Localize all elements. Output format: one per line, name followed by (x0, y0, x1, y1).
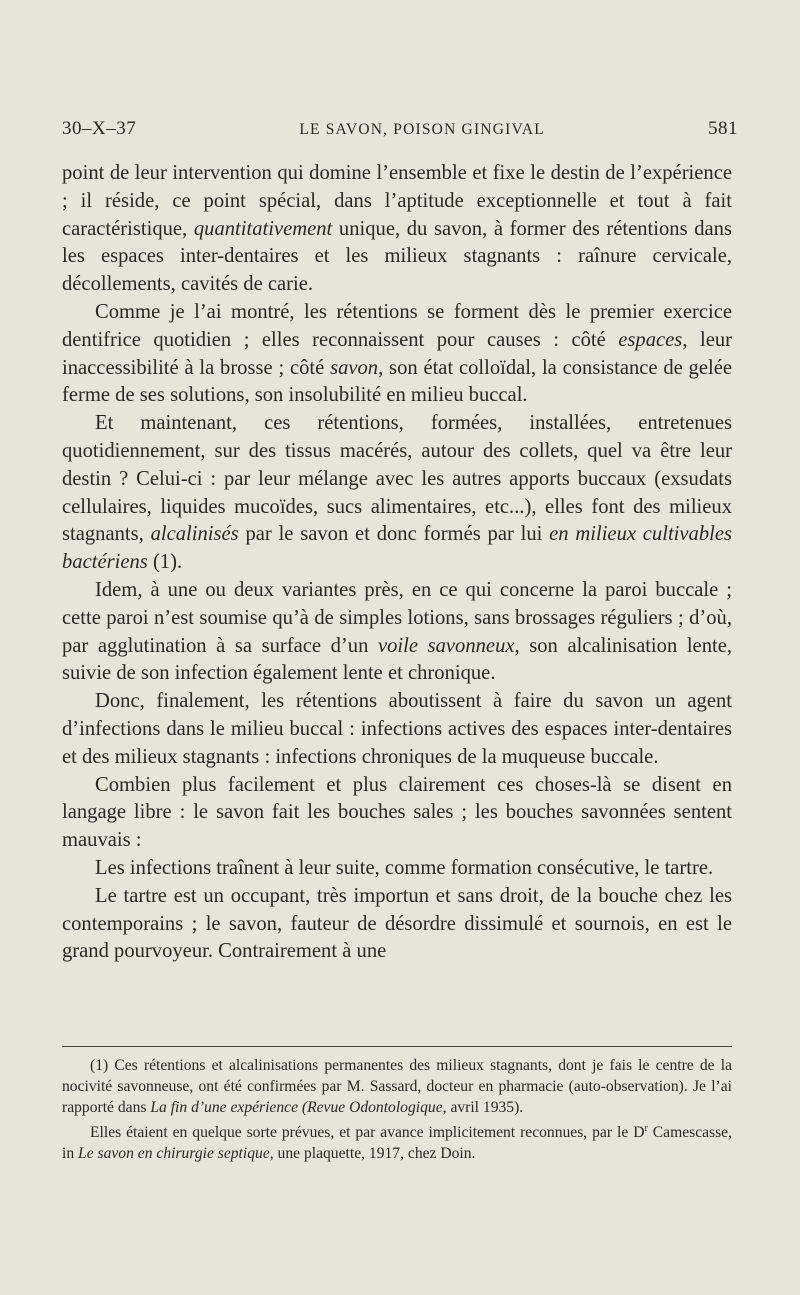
text-run: point de leur intervention qui domine l’ensemble et fixe le destin de l’expérience ; il réside, ce point spécial, dans l’aptitude exceptionnelle et tout à fait caractéristique, (62, 162, 732, 240)
italic-text: voile savonneux (377, 634, 515, 657)
text-run: , son état colloïdal, la consistance de gelée ferme de ses solutions, son insolubilité en milieu buccal. (62, 356, 733, 407)
text-run: , avril 1935). (442, 1099, 524, 1117)
text-run: (1). (147, 551, 183, 574)
text-run: Et maintenant, ces rétentions, formées, installées, entretenues quotidiennement, sur des tissus macérés, autour des collets, quel va être leur destin ? Celui-ci : par leur mélange avec les autres apports buccaux (exsudats cellulaires, liquides mucoïdes, sucs alimentaires, etc...), elles font des milieux stagnants, (62, 412, 732, 546)
footnote (62, 1055, 732, 1119)
text-run: (1) Ces rétentions et alcalinisations permanentes des milieux stagnants, dont je fais le centre de la nocivité savonneuse, ont été confirmées par M. Sassard, docteur en pharmacie (auto-observation). Je l’ai rapporté dans (62, 1057, 732, 1117)
header-date: 30–X–37 (62, 118, 137, 139)
italic-text: en milieux cultivables bactériens (62, 523, 733, 574)
italic-text: alcalinisés (150, 523, 239, 546)
italic-text: espaces (618, 328, 683, 351)
text-run: Combien plus facilement et plus clairement ces choses-là se disent en langage libre : le savon fait les bouches sales ; les bouches savonnées sentent mauvais : (62, 773, 732, 852)
text-run: Le tartre est un occupant, très importun et sans droit, de la bouche chez les contemporains ; le savon, fauteur de désordre dissimulé et sournois, en est le grand pourvoyeur. Contrairement à une (62, 884, 732, 963)
text-run: Camescasse, in (62, 1123, 733, 1162)
italic-text: La fin d’une expérience (Revue Odontologique (150, 1099, 443, 1117)
text-run: , son alcalinisation lente, suivie de son infection également lente et chronique. (62, 634, 732, 685)
text-run: Comme je l’ai montré, les rétentions se forment dès le premier exercice dentifrice quotidien ; elles reconnaissent pour causes : côté (62, 300, 732, 351)
text-run: par le savon et donc formés par lui (238, 523, 550, 546)
paragraph (62, 772, 732, 855)
text-run: , une plaquette, 1917, chez Doin. (269, 1144, 476, 1162)
superscript-text: r (644, 1122, 648, 1134)
italic-text: Le savon en chirurgie septique (78, 1144, 270, 1162)
text-run: , leur inaccessibilité à la brosse ; côté (62, 328, 732, 379)
footnote (62, 1122, 732, 1164)
paragraph (62, 688, 732, 771)
text-run: Donc, finalement, les rétentions aboutissent à faire du savon un agent d’infections dans le milieu buccal : infections actives des espaces inter-dentaires et des milieux stagnants : infections chroniques de la muqueuse buccale. (62, 690, 732, 768)
text-run: Elles étaient en quelque sorte prévues, et par avance implicitement reconnues, par le D (90, 1123, 645, 1141)
footnote-divider (62, 1046, 732, 1047)
page-number: 581 (708, 118, 738, 139)
paragraph (62, 410, 732, 577)
italic-text: quantitativement (193, 217, 333, 240)
italic-text: savon (330, 356, 379, 379)
paragraph (62, 299, 732, 410)
text-run: Les infections traînent à leur suite, comme formation consécutive, le tartre. (95, 856, 714, 879)
text-run: unique, du savon, à former des rétentions dans les espaces inter-dentaires et les milieux stagnants : raînure cervicale, décollements, cavités de carie. (62, 217, 732, 296)
text-run: Idem, à une ou deux variantes près, en ce qui concerne la paroi buccale ; cette paroi n’est soumise qu’à de simples lotions, sans brossages réguliers ; d’où, par agglutination à sa surface d’un (62, 578, 732, 657)
paragraph (62, 855, 732, 883)
paragraph (62, 577, 732, 688)
footnotes (62, 1055, 732, 1164)
body-text (62, 160, 732, 966)
paragraph (62, 160, 732, 299)
paragraph (62, 883, 732, 966)
running-header (62, 118, 738, 140)
header-title: LE SAVON, POISON GINGIVAL (299, 121, 545, 138)
